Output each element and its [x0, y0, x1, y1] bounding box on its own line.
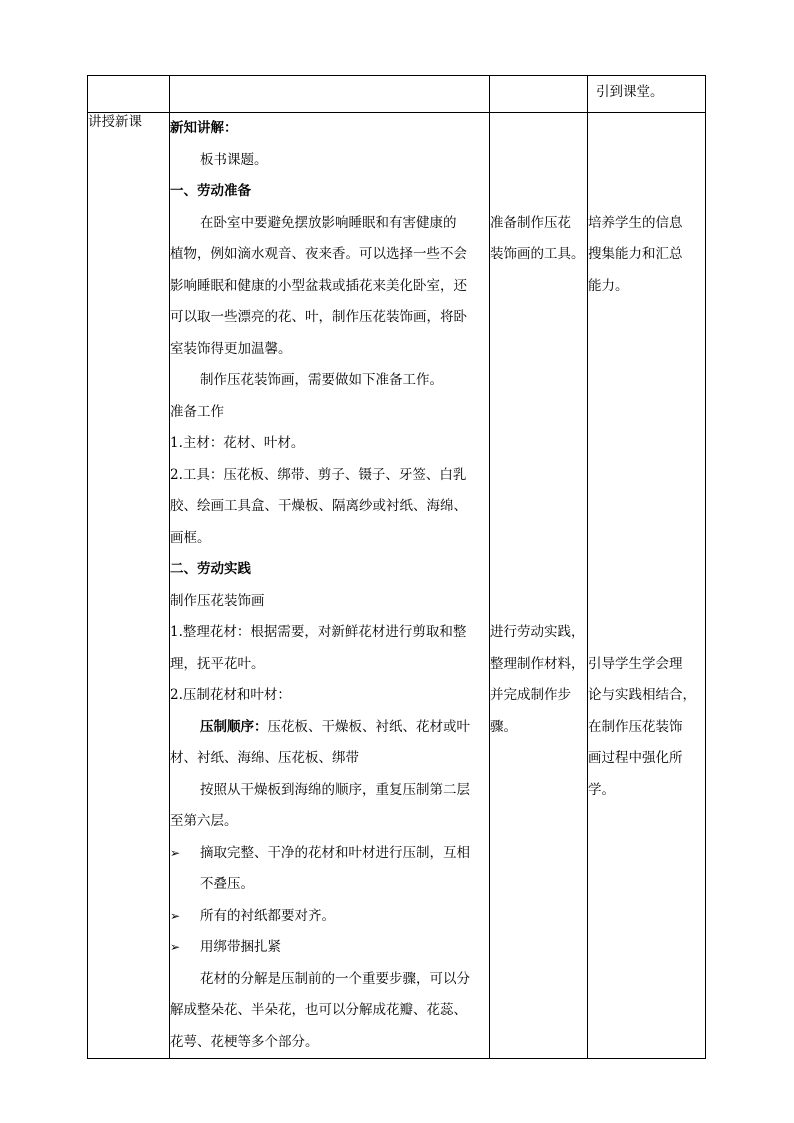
student-text: 准备制作压花 [490, 214, 571, 231]
bullet-text: 摘取完整、干净的花材和叶材进行压制，互相 [200, 844, 470, 861]
cell-empty [490, 76, 588, 113]
student-text: 并完成制作步 [490, 687, 571, 703]
cell-empty [170, 76, 490, 113]
paragraph-line: 至第六层。 [170, 813, 238, 829]
table-row [88, 76, 706, 113]
student-text: 进行劳动实践， [490, 624, 585, 640]
intent-text: 论与实践相结合， [588, 687, 696, 703]
paragraph-line: 1.主材：花材、叶材。 [170, 435, 305, 451]
table-row [88, 113, 706, 1059]
paragraph-line: 画框。 [170, 529, 211, 546]
intent-cell [588, 113, 706, 1059]
intent-text: 在制作压花装饰 [588, 718, 683, 735]
paragraph-line: 胶、绘画工具盒、干燥板、隔离纱或衬纸、海绵、 [170, 498, 467, 514]
arrow-bullet-icon: ➢ [170, 845, 181, 860]
intent-text: 引导学生学会理 [588, 655, 683, 672]
arrow-bullet-icon: ➢ [170, 940, 181, 954]
paragraph-line: 2.压制花材和叶材： [170, 687, 291, 703]
intent-text: 能力。 [588, 277, 629, 294]
lesson-plan-table [87, 75, 706, 1059]
subheading: 制作压花装饰画 [170, 592, 265, 609]
cell-empty [88, 76, 170, 113]
intent-text: 引到课堂。 [596, 84, 664, 100]
student-text: 整理制作材料， [490, 655, 585, 672]
paragraph-line: 室装饰得更加温馨。 [170, 340, 292, 357]
stage-cell [88, 113, 170, 1059]
bullet-item [170, 932, 489, 964]
paragraph-line: 解成整朵花、半朵花，也可以分解成花瓣、花蕊、 [170, 1002, 467, 1018]
intent-text: 画过程中强化所 [588, 750, 683, 766]
paragraph-line: 2.工具：压花板、绑带、剪子、镊子、牙签、白乳 [170, 466, 467, 483]
intent-text: 搜集能力和汇总 [588, 246, 683, 262]
order-text: 压花板、干燥板、衬纸、花材或叶 [267, 718, 470, 735]
paragraph-line: 可以取一些漂亮的花、叶，制作压花装饰画，将卧 [170, 309, 467, 325]
paragraph-line: 花萼、花梗等多个部分。 [170, 1033, 319, 1050]
subheading: 准备工作 [170, 403, 224, 420]
student-text: 装饰画的工具。 [490, 246, 585, 262]
paragraph-line: 按照从干燥板到海绵的顺序，重复压制第二层 [200, 781, 470, 798]
paragraph-line: 植物，例如滴水观音、夜来香。可以选择一些不会 [170, 246, 467, 262]
intent-text: 学。 [588, 781, 615, 798]
stage-label: 讲授新课 [88, 114, 142, 130]
bullet-item [170, 838, 489, 870]
intent-cell-top [588, 76, 706, 113]
paragraph-line: 材、衬纸、海绵、压花板、绑带 [170, 750, 359, 766]
paragraph-line: 在卧室中要避免摆放影响睡眠和有害健康的 [200, 214, 457, 231]
paragraph-line: 1.整理花材：根据需要，对新鲜花材进行剪取和整 [170, 624, 467, 640]
student-activity-cell [490, 113, 588, 1059]
bullet-text: 用绑带捆扎紧 [200, 939, 281, 955]
section-title: 二、劳动实践 [170, 561, 251, 577]
content-cell [170, 113, 490, 1059]
intent-text: 培养学生的信息 [588, 214, 683, 231]
paragraph-line: 影响睡眠和健康的小型盆栽或插花来美化卧室，还 [170, 277, 467, 294]
student-text: 骤。 [490, 718, 517, 735]
board-text: 板书课题。 [200, 151, 268, 168]
bullet-text: 所有的衬纸都要对齐。 [200, 907, 335, 924]
bullet-continuation: 不叠压。 [200, 876, 254, 892]
order-label: 压制顺序： [200, 718, 268, 735]
paragraph-line: 花材的分解是压制前的一个重要步骤，可以分 [200, 970, 470, 987]
bullet-item [170, 901, 489, 933]
paragraph-line: 制作压花装饰画，需要做如下准备工作。 [200, 372, 443, 388]
paragraph-line: 理，抚平花叶。 [170, 655, 265, 672]
section-title: 一、劳动准备 [170, 183, 251, 199]
arrow-bullet-icon: ➢ [170, 908, 181, 923]
content-heading: 新知讲解： [170, 120, 238, 136]
paragraph-line [170, 712, 489, 744]
